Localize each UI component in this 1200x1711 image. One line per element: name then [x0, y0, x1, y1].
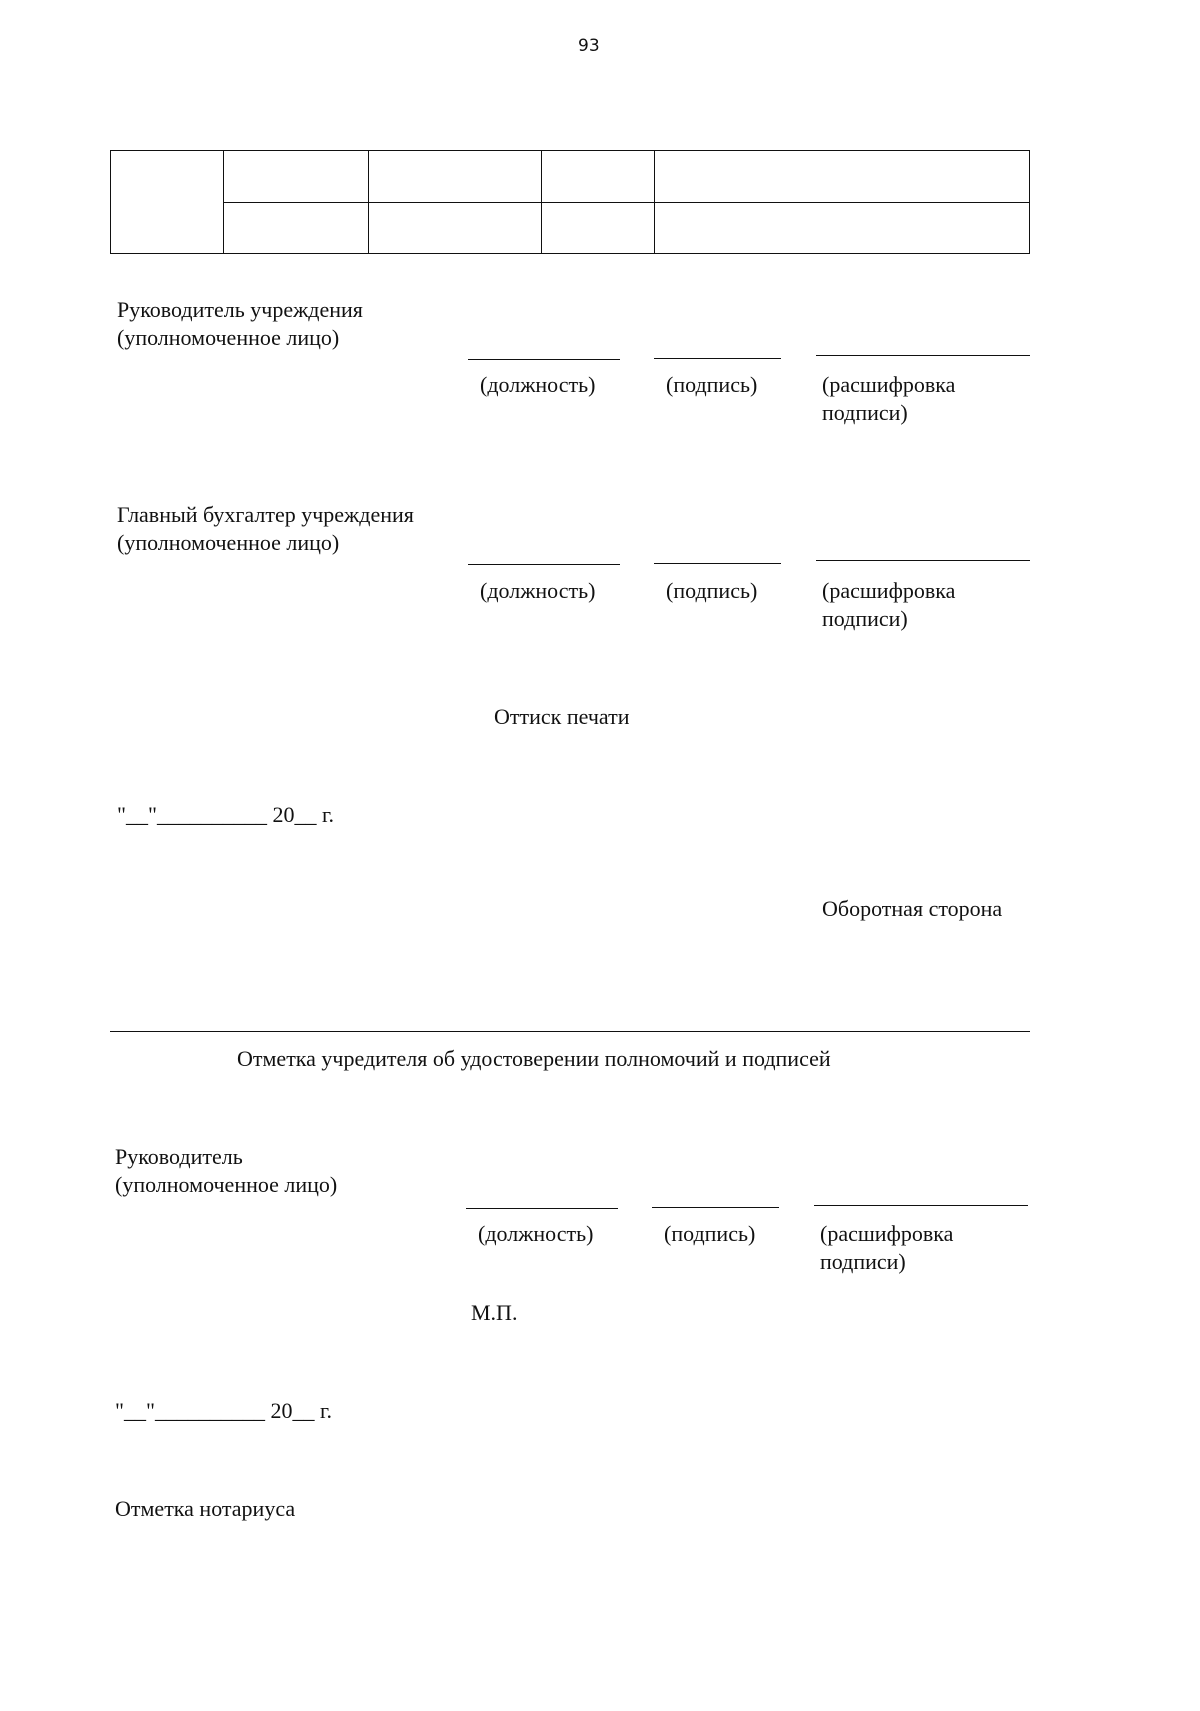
reverse-side-label: Оборотная сторона [822, 896, 1003, 921]
founder-head-label-sub: (уполномоченное лицо) [115, 1172, 338, 1197]
page-number: 93 [578, 36, 600, 56]
decode-line [816, 355, 1030, 356]
position-caption: (должность) [480, 578, 596, 603]
table-cell [369, 151, 542, 203]
table-cell [224, 202, 369, 254]
founder-head-label: Руководитель [115, 1144, 243, 1169]
table-cell [655, 202, 1030, 254]
signature-line [654, 358, 781, 359]
seal-place: М.П. [471, 1300, 518, 1325]
decode-caption: (расшифровка [822, 578, 956, 603]
head-label: Руководитель учреждения [117, 297, 363, 322]
date-line: "__"__________ 20__ г. [117, 802, 335, 827]
table-cell [111, 151, 224, 254]
head-label-sub: (уполномоченное лицо) [117, 325, 340, 350]
decode-line [816, 560, 1030, 561]
decode-caption-sub: подписи) [822, 606, 908, 631]
position-line [466, 1208, 618, 1209]
chief-accountant-label-sub: (уполномоченное лицо) [117, 530, 340, 555]
signature-caption: (подпись) [666, 578, 758, 603]
decode-caption: (расшифровка [820, 1221, 954, 1246]
table-cell [542, 151, 655, 203]
stamp-text: Оттиск печати [494, 704, 630, 729]
table-cell [224, 151, 369, 203]
table-cell [369, 202, 542, 254]
signature-line [652, 1207, 779, 1208]
signature-caption: (подпись) [666, 372, 758, 397]
founder-mark-title: Отметка учредителя об удостоверении полномочий и подписей [237, 1046, 831, 1071]
position-line [468, 564, 620, 565]
position-caption: (должность) [480, 372, 596, 397]
position-line [468, 359, 620, 360]
position-caption: (должность) [478, 1221, 594, 1246]
table-cell [542, 202, 655, 254]
blank-table [110, 150, 1030, 254]
table-cell [655, 151, 1030, 203]
decode-line [814, 1205, 1028, 1206]
date-line: "__"__________ 20__ г. [115, 1398, 333, 1423]
decode-caption-sub: подписи) [822, 400, 908, 425]
signature-caption: (подпись) [664, 1221, 756, 1246]
signature-line [654, 563, 781, 564]
chief-accountant-label: Главный бухгалтер учреждения [117, 502, 414, 527]
decode-caption: (расшифровка [822, 372, 956, 397]
decode-caption-sub: подписи) [820, 1249, 906, 1274]
notary-mark: Отметка нотариуса [115, 1496, 296, 1521]
divider [110, 1031, 1030, 1032]
